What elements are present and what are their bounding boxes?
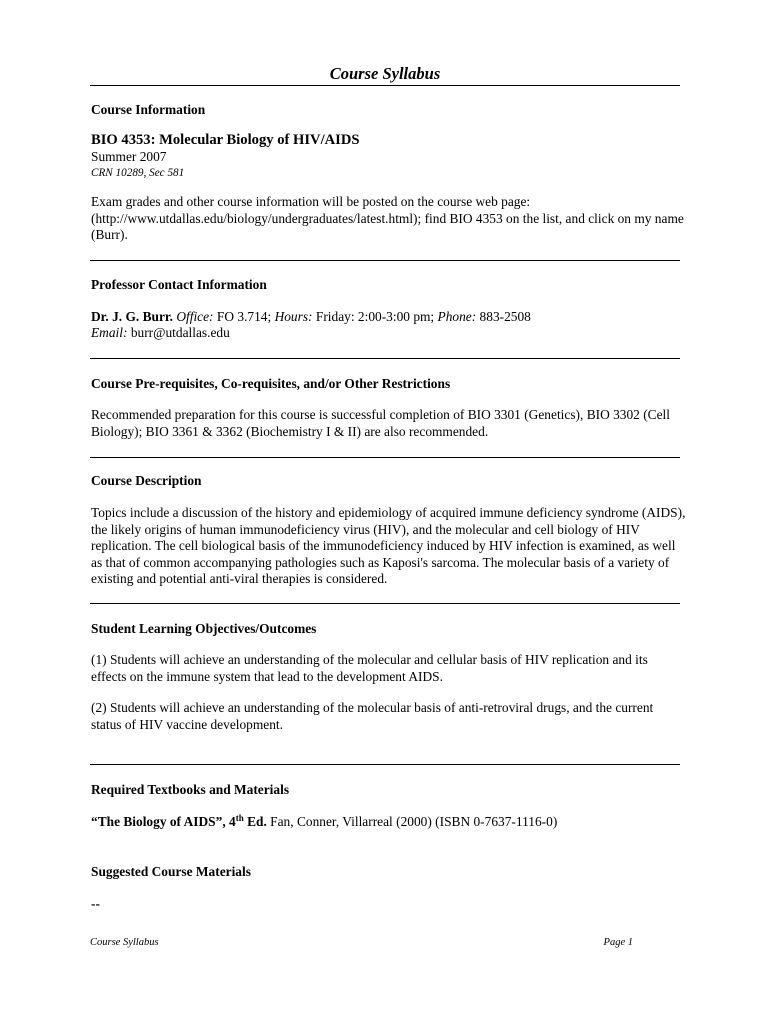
office-value: FO 3.714; [216,309,272,324]
page-title: Course Syllabus [329,64,441,83]
section-heading-suggested: Suggested Course Materials [91,864,251,879]
phone-label: Phone: [437,309,477,324]
hours-label: Hours: [274,309,313,324]
email-line [91,325,686,342]
contact-line [91,309,686,326]
course-web-note: Exam grades and other course information will be posted on the course web page: (http://www.utdallas.edu/biology/undergraduates/latest.html); find BIO 4353 on the list, and click on my name (Burr). [91,194,684,242]
prerequisites-text: Recommended preparation for this course is successful completion of BIO 3301 (Genetics), BIO 3302 (Cell Biology); BIO 3361 & 3362 (Biochemistry I & II) are also recommended. [91,407,671,439]
textbook-title: “The Biology of AIDS”, 4 [91,814,236,829]
course-title: BIO 4353: Molecular Biology of HIV/AIDS [91,132,360,148]
footer-page-number: Page 1 [603,937,633,948]
email-value: burr@utdallas.edu [130,325,230,340]
suggested-materials-text: -- [91,896,100,911]
divider [90,85,680,86]
divider [90,764,680,765]
footer-left: Course Syllabus [90,937,159,948]
professor-name: Dr. J. G. Burr. [91,309,173,324]
section-heading-course-information: Course Information [91,102,206,117]
divider [90,603,680,604]
divider [90,358,680,359]
section-heading-description: Course Description [91,473,202,488]
section-heading-contact: Professor Contact Information [91,277,267,292]
description-text: Topics include a discussion of the history and epidemiology of acquired immune deficiency syndrome (AIDS), the likely origins of human immunodeficiency virus (HIV), and the molecular and cell biology of HIV replication. The cell biological basis of the immunodeficiency induced by HIV infection is examined, as well as that of common accompanying pathologies such as Kaposi's sarcoma. The molecular basis of a variety of existing and potential anti-viral therapies is considered. [91,505,686,586]
section-heading-prerequisites: Course Pre-requisites, Co-requisites, and/or Other Restrictions [91,376,451,391]
section-heading-objectives: Student Learning Objectives/Outcomes [91,621,317,636]
objective-item: (2) Students will achieve an understanding of the molecular basis of anti-retroviral drugs, and the current status of HIV vaccine development. [91,700,654,732]
phone-value: 883-2508 [479,309,531,324]
textbook-details: Fan, Conner, Villarreal (2000) (ISBN 0-7637-1116-0) [266,814,558,829]
course-crn: CRN 10289, Sec 581 [91,167,185,179]
section-heading-textbooks: Required Textbooks and Materials [91,782,290,797]
divider [90,457,680,458]
hours-value: Friday: 2:00-3:00 pm; [315,309,435,324]
objective-item: (1) Students will achieve an understanding of the molecular and cellular basis of HIV replication and its effects on the immune system that lead to the development AIDS. [91,652,648,684]
textbook-citation [91,814,686,831]
divider [90,260,680,261]
course-term: Summer 2007 [91,149,167,164]
office-label: Office: [176,309,214,324]
email-label: Email: [91,325,128,340]
edition-suffix: Ed. [243,814,267,829]
edition-superscript: th [235,813,244,823]
